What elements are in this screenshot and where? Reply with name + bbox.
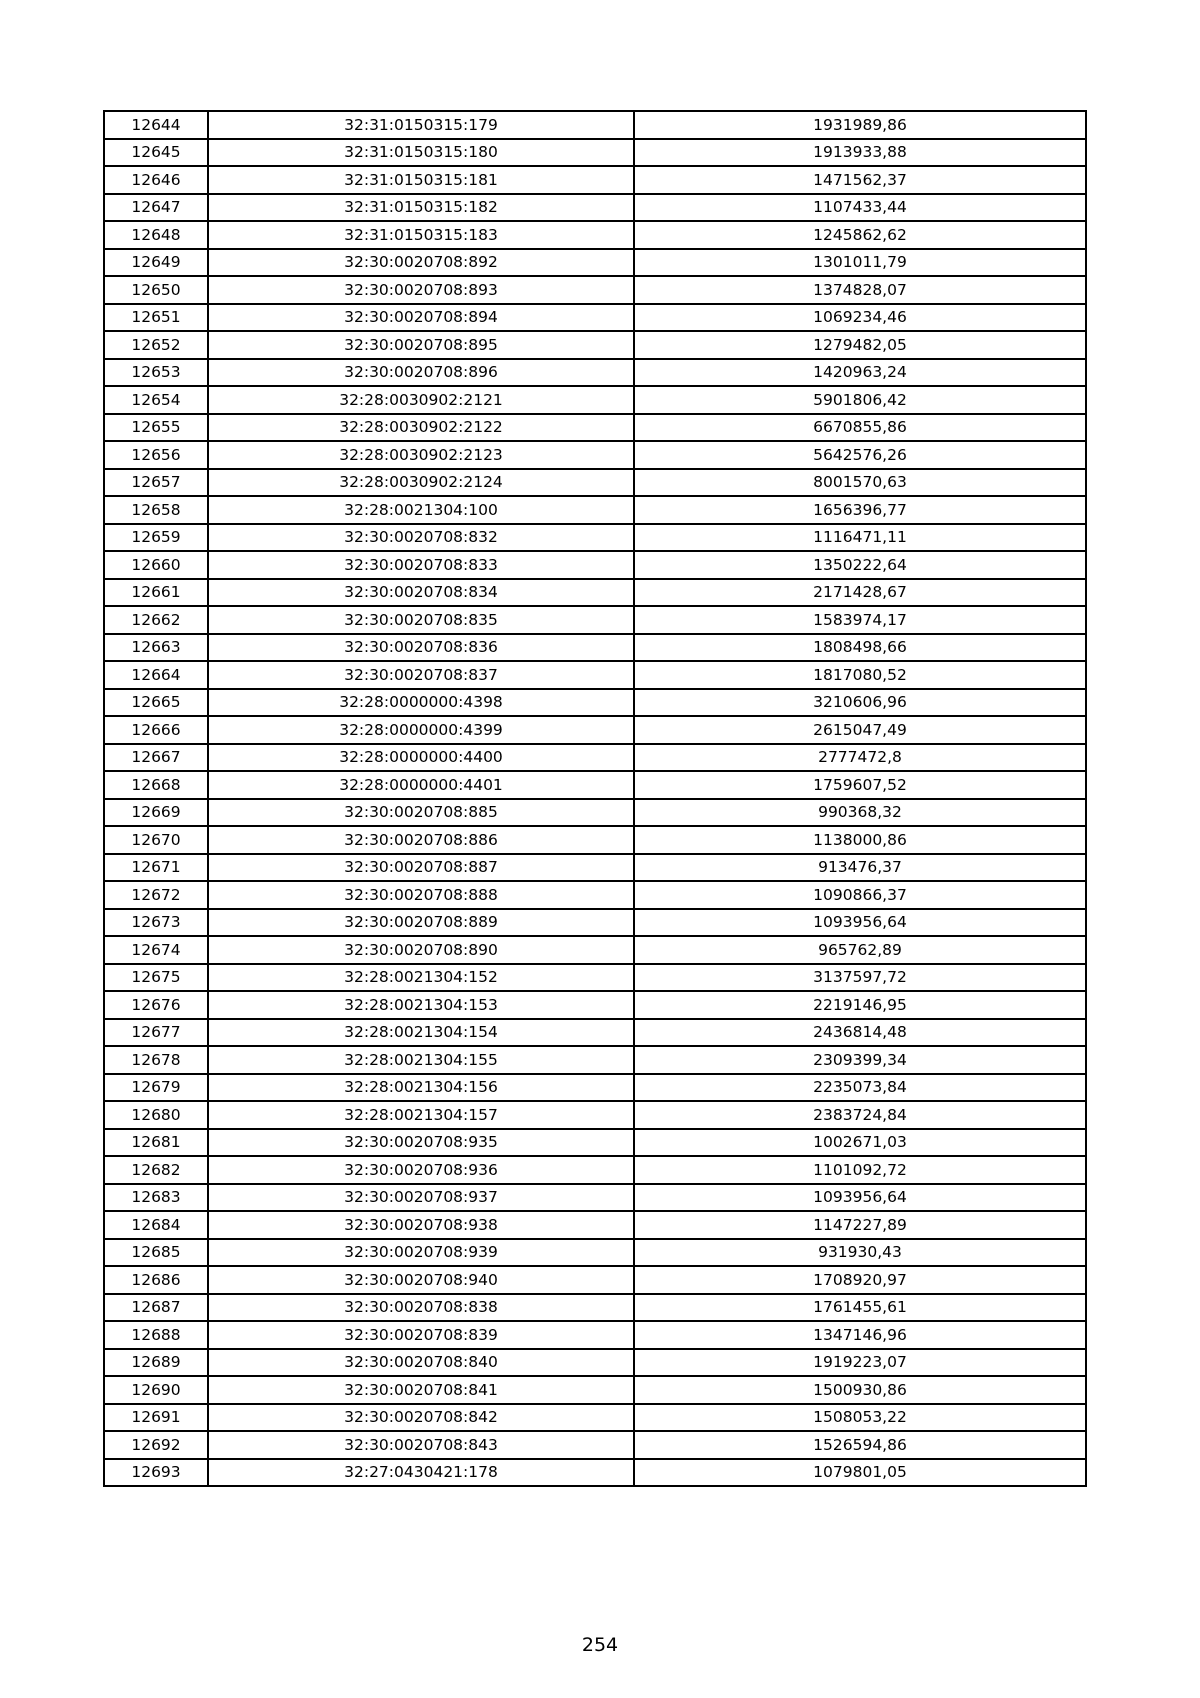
- cadastral-number-cell: 32:31:0150315:180: [208, 139, 634, 167]
- cadastral-number-cell: 32:28:0030902:2122: [208, 414, 634, 442]
- table-row: [104, 1349, 1086, 1377]
- table-row: [104, 1321, 1086, 1349]
- value-cell: 1817080,52: [634, 661, 1086, 689]
- table-row: [104, 221, 1086, 249]
- value-cell: 1107433,44: [634, 194, 1086, 222]
- table-row: [104, 579, 1086, 607]
- cadastral-number-cell: 32:28:0030902:2124: [208, 469, 634, 497]
- value-cell: 1913933,88: [634, 139, 1086, 167]
- row-number-cell: 12683: [104, 1184, 208, 1212]
- value-cell: 1090866,37: [634, 881, 1086, 909]
- table-row: [104, 1376, 1086, 1404]
- cadastral-number-cell: 32:30:0020708:890: [208, 936, 634, 964]
- table-row: [104, 634, 1086, 662]
- row-number-cell: 12649: [104, 249, 208, 277]
- value-cell: 1808498,66: [634, 634, 1086, 662]
- value-cell: 1116471,11: [634, 524, 1086, 552]
- cadastral-number-cell: 32:30:0020708:892: [208, 249, 634, 277]
- cadastral-number-cell: 32:28:0000000:4401: [208, 771, 634, 799]
- table-row: [104, 441, 1086, 469]
- table-row: [104, 331, 1086, 359]
- row-number-cell: 12680: [104, 1101, 208, 1129]
- cadastral-number-cell: 32:28:0021304:155: [208, 1046, 634, 1074]
- value-cell: 1919223,07: [634, 1349, 1086, 1377]
- value-cell: 8001570,63: [634, 469, 1086, 497]
- cadastral-number-cell: 32:30:0020708:938: [208, 1211, 634, 1239]
- row-number-cell: 12657: [104, 469, 208, 497]
- row-number-cell: 12669: [104, 799, 208, 827]
- cadastral-number-cell: 32:28:0021304:154: [208, 1019, 634, 1047]
- cadastral-number-cell: 32:30:0020708:939: [208, 1239, 634, 1267]
- cadastral-number-cell: 32:30:0020708:841: [208, 1376, 634, 1404]
- table-row: [104, 689, 1086, 717]
- row-number-cell: 12682: [104, 1156, 208, 1184]
- row-number-cell: 12667: [104, 744, 208, 772]
- cadastral-number-cell: 32:30:0020708:888: [208, 881, 634, 909]
- row-number-cell: 12647: [104, 194, 208, 222]
- row-number-cell: 12676: [104, 991, 208, 1019]
- row-number-cell: 12650: [104, 276, 208, 304]
- value-cell: 6670855,86: [634, 414, 1086, 442]
- value-cell: 1526594,86: [634, 1431, 1086, 1459]
- value-cell: 5642576,26: [634, 441, 1086, 469]
- cadastral-number-cell: 32:30:0020708:895: [208, 331, 634, 359]
- row-number-cell: 12677: [104, 1019, 208, 1047]
- cadastral-number-cell: 32:30:0020708:896: [208, 359, 634, 387]
- table-row: [104, 1101, 1086, 1129]
- cadastral-number-cell: 32:30:0020708:840: [208, 1349, 634, 1377]
- value-cell: 990368,32: [634, 799, 1086, 827]
- cadastral-number-cell: 32:30:0020708:935: [208, 1129, 634, 1157]
- row-number-cell: 12684: [104, 1211, 208, 1239]
- table-row: [104, 854, 1086, 882]
- cadastral-number-cell: 32:30:0020708:837: [208, 661, 634, 689]
- cadastral-number-cell: 32:28:0000000:4400: [208, 744, 634, 772]
- table-row: [104, 716, 1086, 744]
- cadastral-number-cell: 32:28:0030902:2121: [208, 386, 634, 414]
- table-row: [104, 1459, 1086, 1487]
- table-row: [104, 359, 1086, 387]
- value-cell: 931930,43: [634, 1239, 1086, 1267]
- row-number-cell: 12674: [104, 936, 208, 964]
- table-row: [104, 771, 1086, 799]
- cadastral-number-cell: 32:30:0020708:838: [208, 1294, 634, 1322]
- row-number-cell: 12688: [104, 1321, 208, 1349]
- table-row: [104, 1074, 1086, 1102]
- value-cell: 1374828,07: [634, 276, 1086, 304]
- value-cell: 1350222,64: [634, 551, 1086, 579]
- row-number-cell: 12679: [104, 1074, 208, 1102]
- table-row: [104, 1046, 1086, 1074]
- cadastral-number-cell: 32:28:0000000:4398: [208, 689, 634, 717]
- table-row: [104, 881, 1086, 909]
- value-cell: 2615047,49: [634, 716, 1086, 744]
- table-row: [104, 1266, 1086, 1294]
- table-row: [104, 1019, 1086, 1047]
- value-cell: 1301011,79: [634, 249, 1086, 277]
- table-row: [104, 139, 1086, 167]
- table-row: [104, 1156, 1086, 1184]
- cadastral-number-cell: 32:30:0020708:833: [208, 551, 634, 579]
- table-row: [104, 1211, 1086, 1239]
- value-cell: 2235073,84: [634, 1074, 1086, 1102]
- table-row: [104, 1404, 1086, 1432]
- row-number-cell: 12664: [104, 661, 208, 689]
- row-number-cell: 12671: [104, 854, 208, 882]
- value-cell: 913476,37: [634, 854, 1086, 882]
- page-number: 254: [581, 1634, 619, 1656]
- cadastral-number-cell: 32:31:0150315:181: [208, 166, 634, 194]
- value-cell: 1931989,86: [634, 111, 1086, 139]
- cadastral-number-cell: 32:28:0021304:157: [208, 1101, 634, 1129]
- value-cell: 1245862,62: [634, 221, 1086, 249]
- table-row: [104, 991, 1086, 1019]
- table-row: [104, 194, 1086, 222]
- row-number-cell: 12665: [104, 689, 208, 717]
- cadastral-number-cell: 32:30:0020708:936: [208, 1156, 634, 1184]
- row-number-cell: 12668: [104, 771, 208, 799]
- cadastral-number-cell: 32:28:0030902:2123: [208, 441, 634, 469]
- table-body: [104, 111, 1086, 1486]
- table-row: [104, 606, 1086, 634]
- cadastral-number-cell: 32:27:0430421:178: [208, 1459, 634, 1487]
- value-cell: 1500930,86: [634, 1376, 1086, 1404]
- row-number-cell: 12693: [104, 1459, 208, 1487]
- table-row: [104, 414, 1086, 442]
- row-number-cell: 12692: [104, 1431, 208, 1459]
- table-row: [104, 249, 1086, 277]
- row-number-cell: 12690: [104, 1376, 208, 1404]
- row-number-cell: 12645: [104, 139, 208, 167]
- value-cell: 1759607,52: [634, 771, 1086, 799]
- row-number-cell: 12660: [104, 551, 208, 579]
- value-cell: 1471562,37: [634, 166, 1086, 194]
- row-number-cell: 12685: [104, 1239, 208, 1267]
- cadastral-number-cell: 32:30:0020708:889: [208, 909, 634, 937]
- cadastral-number-cell: 32:30:0020708:839: [208, 1321, 634, 1349]
- cadastral-number-cell: 32:31:0150315:183: [208, 221, 634, 249]
- value-cell: 1708920,97: [634, 1266, 1086, 1294]
- value-cell: 2777472,8: [634, 744, 1086, 772]
- cadastral-number-cell: 32:28:0021304:152: [208, 964, 634, 992]
- row-number-cell: 12646: [104, 166, 208, 194]
- table-row: [104, 1184, 1086, 1212]
- value-cell: 1138000,86: [634, 826, 1086, 854]
- row-number-cell: 12691: [104, 1404, 208, 1432]
- row-number-cell: 12661: [104, 579, 208, 607]
- row-number-cell: 12678: [104, 1046, 208, 1074]
- cadastral-number-cell: 32:30:0020708:832: [208, 524, 634, 552]
- row-number-cell: 12653: [104, 359, 208, 387]
- cadastral-number-cell: 32:30:0020708:937: [208, 1184, 634, 1212]
- row-number-cell: 12655: [104, 414, 208, 442]
- row-number-cell: 12666: [104, 716, 208, 744]
- row-number-cell: 12686: [104, 1266, 208, 1294]
- table-row: [104, 1431, 1086, 1459]
- cadastral-number-cell: 32:31:0150315:179: [208, 111, 634, 139]
- cadastral-number-cell: 32:30:0020708:843: [208, 1431, 634, 1459]
- value-cell: 1093956,64: [634, 909, 1086, 937]
- table-row: [104, 524, 1086, 552]
- table-row: [104, 111, 1086, 139]
- value-cell: 1079801,05: [634, 1459, 1086, 1487]
- table-row: [104, 1294, 1086, 1322]
- cadastral-number-cell: 32:30:0020708:842: [208, 1404, 634, 1432]
- table-row: [104, 1129, 1086, 1157]
- row-number-cell: 12681: [104, 1129, 208, 1157]
- value-cell: 1347146,96: [634, 1321, 1086, 1349]
- row-number-cell: 12651: [104, 304, 208, 332]
- row-number-cell: 12689: [104, 1349, 208, 1377]
- row-number-cell: 12644: [104, 111, 208, 139]
- value-cell: 1761455,61: [634, 1294, 1086, 1322]
- row-number-cell: 12656: [104, 441, 208, 469]
- value-cell: 965762,89: [634, 936, 1086, 964]
- value-cell: 2171428,67: [634, 579, 1086, 607]
- table-row: [104, 469, 1086, 497]
- table-row: [104, 799, 1086, 827]
- cadastral-number-cell: 32:30:0020708:940: [208, 1266, 634, 1294]
- value-cell: 1656396,77: [634, 496, 1086, 524]
- row-number-cell: 12673: [104, 909, 208, 937]
- value-cell: 2436814,48: [634, 1019, 1086, 1047]
- cadastral-number-cell: 32:28:0021304:153: [208, 991, 634, 1019]
- value-cell: 2309399,34: [634, 1046, 1086, 1074]
- row-number-cell: 12672: [104, 881, 208, 909]
- cadastral-number-cell: 32:30:0020708:893: [208, 276, 634, 304]
- data-table: [103, 110, 1087, 1487]
- table-row: [104, 551, 1086, 579]
- value-cell: 1420963,24: [634, 359, 1086, 387]
- cadastral-number-cell: 32:28:0000000:4399: [208, 716, 634, 744]
- value-cell: 3210606,96: [634, 689, 1086, 717]
- row-number-cell: 12670: [104, 826, 208, 854]
- table-row: [104, 964, 1086, 992]
- table-row: [104, 661, 1086, 689]
- value-cell: 2219146,95: [634, 991, 1086, 1019]
- row-number-cell: 12648: [104, 221, 208, 249]
- row-number-cell: 12675: [104, 964, 208, 992]
- value-cell: 1101092,72: [634, 1156, 1086, 1184]
- value-cell: 1279482,05: [634, 331, 1086, 359]
- row-number-cell: 12652: [104, 331, 208, 359]
- cadastral-number-cell: 32:30:0020708:887: [208, 854, 634, 882]
- cadastral-number-cell: 32:28:0021304:156: [208, 1074, 634, 1102]
- value-cell: 1583974,17: [634, 606, 1086, 634]
- value-cell: 1093956,64: [634, 1184, 1086, 1212]
- table-row: [104, 166, 1086, 194]
- value-cell: 3137597,72: [634, 964, 1086, 992]
- table-row: [104, 304, 1086, 332]
- table-row: [104, 276, 1086, 304]
- row-number-cell: 12662: [104, 606, 208, 634]
- table-row: [104, 826, 1086, 854]
- cadastral-number-cell: 32:30:0020708:894: [208, 304, 634, 332]
- table-row: [104, 1239, 1086, 1267]
- cadastral-number-cell: 32:30:0020708:885: [208, 799, 634, 827]
- cadastral-number-cell: 32:31:0150315:182: [208, 194, 634, 222]
- row-number-cell: 12658: [104, 496, 208, 524]
- cadastral-number-cell: 32:30:0020708:835: [208, 606, 634, 634]
- value-cell: 1147227,89: [634, 1211, 1086, 1239]
- table-row: [104, 936, 1086, 964]
- value-cell: 1002671,03: [634, 1129, 1086, 1157]
- value-cell: 1508053,22: [634, 1404, 1086, 1432]
- table-row: [104, 744, 1086, 772]
- cadastral-number-cell: 32:30:0020708:834: [208, 579, 634, 607]
- value-cell: 1069234,46: [634, 304, 1086, 332]
- cadastral-number-cell: 32:30:0020708:886: [208, 826, 634, 854]
- cadastral-number-cell: 32:28:0021304:100: [208, 496, 634, 524]
- row-number-cell: 12654: [104, 386, 208, 414]
- row-number-cell: 12663: [104, 634, 208, 662]
- table-row: [104, 909, 1086, 937]
- value-cell: 5901806,42: [634, 386, 1086, 414]
- row-number-cell: 12659: [104, 524, 208, 552]
- table-row: [104, 496, 1086, 524]
- table-row: [104, 386, 1086, 414]
- cadastral-number-cell: 32:30:0020708:836: [208, 634, 634, 662]
- value-cell: 2383724,84: [634, 1101, 1086, 1129]
- row-number-cell: 12687: [104, 1294, 208, 1322]
